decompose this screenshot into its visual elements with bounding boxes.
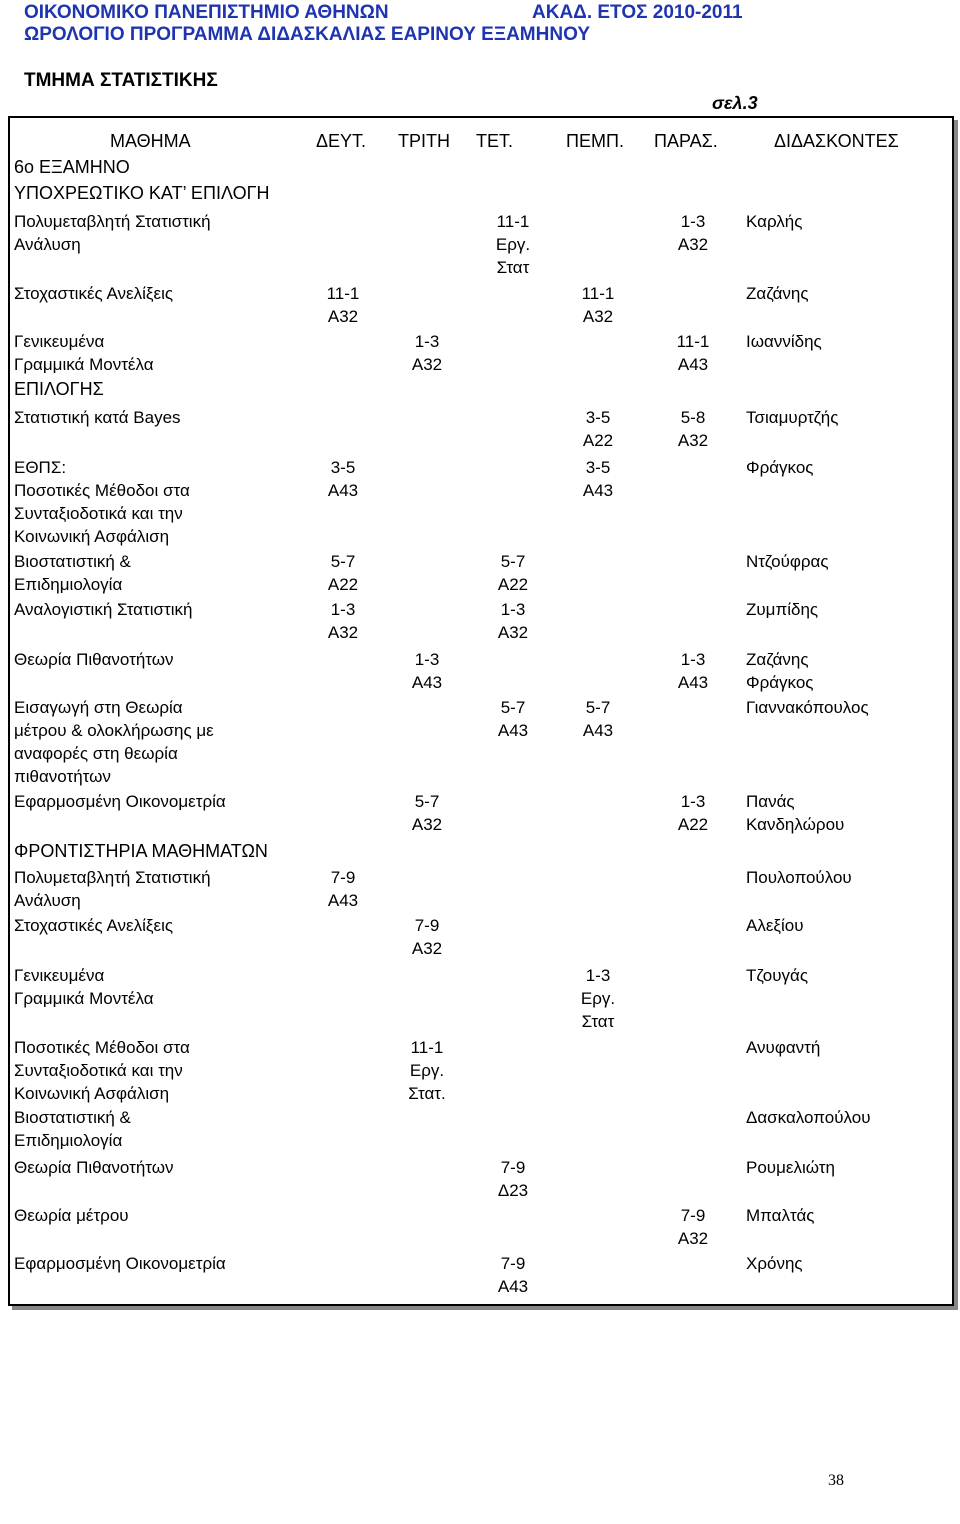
section-elective: ΕΠΙΛΟΓΗΣ (14, 379, 104, 399)
cell-course (14, 210, 314, 256)
cell-line: Κανδηλώρου (746, 815, 845, 834)
cell-fri (658, 790, 728, 836)
page-number: 38 (828, 1472, 844, 1489)
cell-line: Α32 (497, 623, 529, 642)
cell-line: Ντζούφρας (746, 552, 829, 571)
cell-line: Ποσοτικές Μέθοδοι στα (14, 481, 190, 500)
cell-line: Α32 (677, 431, 709, 450)
cell-line: Επιδημιολογία (14, 575, 123, 594)
cell-line: Κοινωνική Ασφάλιση (14, 527, 170, 546)
cell-line: Γραμμικά Μοντέλα (14, 989, 154, 1008)
document-title: ΩΡΟΛΟΓΙΟ ΠΡΟΓΡΑΜΜΑ ΔΙΔΑΣΚΑΛΙΑΣ ΕΑΡΙΝΟΥ ΕΞΑΜΗΝΟΥ (24, 24, 590, 45)
cell-line: Ρουμελιώτη (746, 1158, 835, 1177)
cell-line: Α22 (497, 575, 529, 594)
cell-line: Στατ (496, 258, 530, 277)
cell-teachers (746, 598, 946, 621)
cell-line: Ποσοτικές Μέθοδοι στα (14, 1038, 190, 1057)
cell-teachers (746, 282, 946, 305)
cell-thu (563, 456, 633, 502)
cell-course (14, 406, 314, 429)
cell-fri (658, 648, 728, 694)
cell-line: Καρλής (746, 212, 803, 231)
cell-line: 1-3 (680, 792, 706, 811)
cell-line: Α22 (677, 815, 709, 834)
column-header-monday: ΔΕΥΤ. (316, 131, 367, 151)
cell-line: 7-9 (680, 1206, 706, 1225)
page-reference: σελ.3 (712, 93, 758, 113)
cell-teachers (746, 914, 946, 937)
cell-line: 1-3 (500, 600, 526, 619)
cell-line: Α43 (411, 673, 443, 692)
cell-tue (392, 790, 462, 836)
cell-line: Α32 (327, 623, 359, 642)
cell-line: Α43 (327, 481, 359, 500)
cell-line: Εργ. (495, 235, 531, 254)
cell-line: 5-7 (330, 552, 356, 571)
cell-line: Α43 (582, 481, 614, 500)
cell-line: Α43 (327, 891, 359, 910)
cell-line: Α43 (497, 1277, 529, 1296)
cell-line: Θεωρία Πιθανοτήτων (14, 650, 174, 669)
cell-line: 5-8 (680, 408, 706, 427)
cell-teachers (746, 550, 946, 573)
cell-course (14, 550, 314, 596)
cell-teachers (746, 210, 946, 233)
cell-mon (308, 456, 378, 502)
cell-line: Ανάλυση (14, 235, 81, 254)
cell-mon (308, 282, 378, 328)
cell-line: Στοχαστικές Ανελίξεις (14, 284, 174, 303)
cell-teachers (746, 1156, 946, 1179)
cell-line: Βιοστατιστική & (14, 552, 131, 571)
cell-line: Στατιστική κατά Bayes (14, 408, 181, 427)
cell-line: Γιαννακόπουλος (746, 698, 869, 717)
cell-line: Συνταξιοδοτικά και την (14, 504, 183, 523)
cell-teachers (746, 696, 946, 719)
cell-line: Ιωαννίδης (746, 332, 822, 351)
column-header-tuesday: ΤΡΙΤΗ (398, 131, 450, 151)
cell-line: 11-1 (676, 332, 710, 351)
column-header-teachers: ΔΙΔΑΣΚΟΝΤΕΣ (774, 131, 899, 151)
cell-line: Μπαλτάς (746, 1206, 815, 1225)
cell-line: 11-1 (326, 284, 360, 303)
cell-line: Αλεξίου (746, 916, 804, 935)
cell-line: Α43 (677, 673, 709, 692)
cell-wed (478, 696, 548, 742)
cell-line: 1-3 (414, 332, 440, 351)
cell-line: Τσιαμυρτζής (746, 408, 839, 427)
cell-mon (308, 598, 378, 644)
academic-year: ΑΚΑΔ. ΕΤΟΣ 2010-2011 (532, 2, 743, 23)
cell-course (14, 456, 314, 548)
cell-fri (658, 210, 728, 256)
section-tutorials: ΦΡΟΝΤΙΣΤΗΡΙΑ ΜΑΘΗΜΑΤΩΝ (14, 841, 268, 861)
cell-course (14, 866, 314, 912)
cell-line: 1-3 (680, 650, 706, 669)
cell-line: Συνταξιοδοτικά και την (14, 1061, 183, 1080)
cell-line: Φράγκος (746, 673, 814, 692)
cell-line: 7-9 (330, 868, 356, 887)
cell-line: Θεωρία Πιθανοτήτων (14, 1158, 174, 1177)
cell-line: 11-1 (581, 284, 615, 303)
cell-line: Στοχαστικές Ανελίξεις (14, 916, 174, 935)
section-semester: 6ο ΕΞΑΜΗΝΟ (14, 157, 130, 177)
column-header-friday: ΠΑΡΑΣ. (654, 131, 718, 151)
cell-line: 3-5 (585, 458, 611, 477)
cell-line: Εφαρμοσμένη Οικονομετρία (14, 1254, 226, 1273)
cell-line: Θεωρία μέτρου (14, 1206, 129, 1225)
cell-line: Στατ. (408, 1084, 446, 1103)
cell-line: Πολυμεταβλητή Στατιστική (14, 868, 211, 887)
cell-line: 7-9 (500, 1254, 526, 1273)
cell-course (14, 914, 314, 937)
cell-thu (563, 964, 633, 1033)
column-header-course: ΜΑΘΗΜΑ (110, 131, 191, 151)
cell-course (14, 696, 314, 788)
cell-line: 5-7 (414, 792, 440, 811)
cell-course (14, 1106, 314, 1152)
cell-line: 11-1 (496, 212, 530, 231)
cell-wed (478, 1156, 548, 1202)
cell-wed (478, 210, 548, 279)
cell-line: Γενικευμένα (14, 966, 105, 985)
cell-teachers (746, 866, 946, 889)
cell-line: Πολυμεταβλητή Στατιστική (14, 212, 211, 231)
cell-course (14, 330, 314, 376)
cell-line: Α32 (411, 939, 443, 958)
cell-line: αναφορές στη θεωρία (14, 744, 178, 763)
cell-line: Α43 (497, 721, 529, 740)
cell-teachers (746, 1036, 946, 1059)
cell-line: Α32 (677, 1229, 709, 1248)
cell-mon (308, 866, 378, 912)
cell-course (14, 648, 314, 671)
cell-line: Γενικευμένα (14, 332, 105, 351)
cell-line: Ανυφαντή (746, 1038, 821, 1057)
cell-line: 1-3 (330, 600, 356, 619)
cell-tue (392, 1036, 462, 1105)
cell-line: Δασκαλοπούλου (746, 1108, 871, 1127)
cell-line: Α32 (677, 235, 709, 254)
cell-line: 1-3 (414, 650, 440, 669)
cell-line: Εφαρμοσμένη Οικονομετρία (14, 792, 226, 811)
cell-line: Α22 (582, 431, 614, 450)
cell-wed (478, 550, 548, 596)
cell-line: 7-9 (500, 1158, 526, 1177)
cell-teachers (746, 1204, 946, 1227)
cell-fri (658, 330, 728, 376)
cell-line: Γραμμικά Μοντέλα (14, 355, 154, 374)
cell-teachers (746, 406, 946, 429)
cell-line: Τζουγάς (746, 966, 809, 985)
cell-course (14, 790, 314, 813)
cell-line: Στατ (581, 1012, 615, 1031)
cell-course (14, 1204, 314, 1227)
cell-line: Α32 (411, 355, 443, 374)
cell-line: Δ23 (497, 1181, 529, 1200)
cell-line: 3-5 (585, 408, 611, 427)
cell-teachers (746, 456, 946, 479)
cell-teachers (746, 648, 946, 694)
column-header-thursday: ΠΕΜΠ. (566, 131, 624, 151)
cell-line: Εισαγωγή στη Θεωρία (14, 698, 183, 717)
cell-teachers (746, 964, 946, 987)
cell-line: Εργ. (409, 1061, 445, 1080)
cell-line: Α32 (411, 815, 443, 834)
cell-line: 1-3 (585, 966, 611, 985)
cell-course (14, 598, 314, 621)
cell-mon (308, 550, 378, 596)
cell-line: Χρόνης (746, 1254, 803, 1273)
cell-line: Εργ. (580, 989, 616, 1008)
cell-teachers (746, 1252, 946, 1275)
cell-thu (563, 696, 633, 742)
cell-teachers (746, 330, 946, 353)
cell-line: Ζαζάνης (746, 284, 809, 303)
cell-thu (563, 406, 633, 452)
cell-line: Α43 (582, 721, 614, 740)
cell-tue (392, 914, 462, 960)
university-name: ΟΙΚΟΝΟΜΙΚΟ ΠΑΝΕΠΙΣΤΗΜΙΟ ΑΘΗΝΩΝ (24, 2, 389, 23)
cell-course (14, 1156, 314, 1179)
cell-line: μέτρου & ολοκλήρωσης με (14, 721, 214, 740)
cell-course (14, 1036, 314, 1105)
cell-line: Ζαζάνης (746, 650, 809, 669)
column-header-wednesday: ΤΕΤ. (476, 131, 514, 151)
cell-line: Βιοστατιστική & (14, 1108, 131, 1127)
cell-line: Α43 (677, 355, 709, 374)
cell-line: Αναλογιστική Στατιστική (14, 600, 193, 619)
cell-wed (478, 598, 548, 644)
cell-wed (478, 1252, 548, 1298)
cell-line: Φράγκος (746, 458, 814, 477)
cell-line: Α32 (327, 307, 359, 326)
cell-teachers (746, 790, 946, 836)
cell-tue (392, 648, 462, 694)
cell-tue (392, 330, 462, 376)
cell-course (14, 282, 314, 305)
cell-line: Α32 (582, 307, 614, 326)
cell-thu (563, 282, 633, 328)
cell-line: 5-7 (500, 698, 526, 717)
cell-line: Κοινωνική Ασφάλιση (14, 1084, 170, 1103)
cell-line: 7-9 (414, 916, 440, 935)
cell-line: 3-5 (330, 458, 356, 477)
cell-fri (658, 406, 728, 452)
cell-course (14, 964, 314, 1010)
cell-line: Ζυμπίδης (746, 600, 819, 619)
cell-course (14, 1252, 314, 1275)
cell-line: Πανάς (746, 792, 795, 811)
cell-line: Ανάλυση (14, 891, 81, 910)
cell-line: Επιδημιολογία (14, 1131, 123, 1150)
cell-line: 5-7 (585, 698, 611, 717)
cell-line: 11-1 (410, 1038, 444, 1057)
section-compulsory-elective: ΥΠΟΧΡΕΩΤΙΚΟ ΚΑΤ’ ΕΠΙΛΟΓΗ (14, 183, 270, 203)
cell-line: Πουλοπούλου (746, 868, 852, 887)
cell-line: ΕΘΠΣ: (14, 458, 67, 477)
cell-line: 5-7 (500, 552, 526, 571)
department-title: ΤΜΗΜΑ ΣΤΑΤΙΣΤΙΚΗΣ (24, 70, 218, 91)
cell-fri (658, 1204, 728, 1250)
cell-line: πιθανοτήτων (14, 767, 111, 786)
cell-line: 1-3 (680, 212, 706, 231)
cell-line: Α22 (327, 575, 359, 594)
cell-teachers (746, 1106, 946, 1129)
